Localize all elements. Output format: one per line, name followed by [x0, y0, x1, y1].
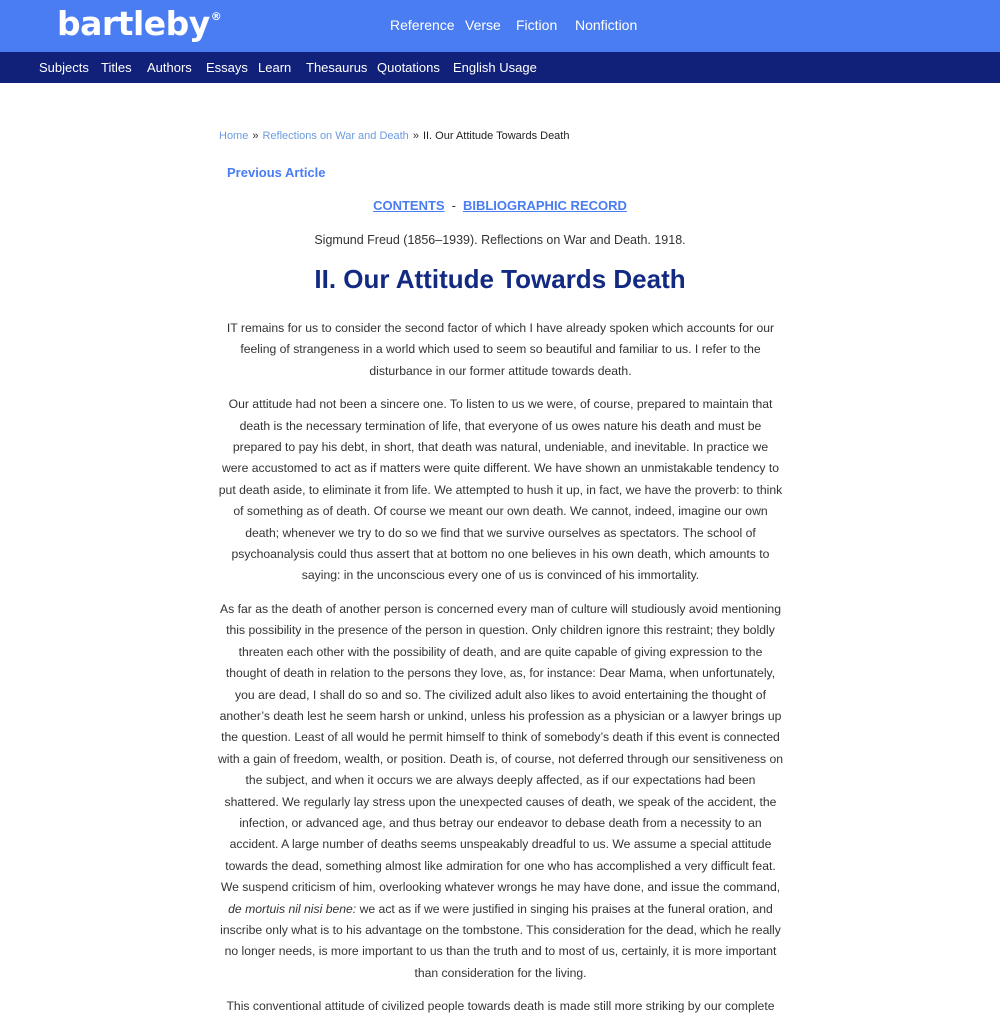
topnav-nonfiction[interactable]: Nonfiction	[575, 17, 638, 33]
sub-nav	[0, 52, 1000, 83]
subnav-english-usage[interactable]: English Usage	[453, 60, 537, 75]
topnav-fiction[interactable]: Fiction	[516, 17, 558, 33]
page-title: II. Our Attitude Towards Death	[314, 264, 686, 294]
subnav-titles[interactable]: Titles	[101, 60, 132, 75]
contents-link[interactable]: CONTENTS	[373, 198, 445, 213]
subnav-quotations[interactable]: Quotations	[377, 60, 440, 75]
article-body	[218, 318, 783, 1030]
paragraph-text: As far as the death of another person is concerned every man of culture will studiously avoid mentioning this possibility in the presence of the person in question. Only children ignore this restraint; they boldly threaten each other with the possibility of death, and are quite capable of giving expression to the thought of death in relation to the persons they love, as, for instance: Dear Mama, when unfortunately, you are dead, I shall do so and so. The civilized adult also likes to avoid entertaining the thought of another’s death lest he seem harsh or unkind, unless his profession as a physician or a lawyer brings up the question. Least of all would he permit himself to think of somebody’s death if this event is connected with a gain of freedom, wealth, or position. Death is, of course, not deferred through our sensitiveness on the subject, and when it occurs we are always deeply affected, as if our expectations had been shattered. We regularly lay stress upon the unexpected causes of death, we speak of the accident, the infection, or advanced age, and thus betray our endeavor to debase death from a necessity to an accident. A large number of deaths seems unspeakably dreadful to us. We assume a special attitude towards the dead, something almost like admiration for one who has accomplished a very difficult feat. We suspend criticism of him, overlooking whatever wrongs he may have done, and issue the command,	[218, 601, 784, 895]
breadcrumb-current: II. Our Attitude Towards Death	[422, 130, 570, 142]
subnav-essays[interactable]: Essays	[206, 60, 248, 75]
paragraph	[218, 599, 783, 984]
top-header	[0, 0, 1000, 52]
breadcrumb	[219, 130, 569, 142]
paragraph-text: we act as if we were justified in singing his praises at the funeral oration, and inscribe only what is to his advantage on the tombstone. This consideration for the dead, which he really no longer needs, is more important to us than the truth and to most of us, certainly, it is more important than consideration for the living.	[220, 901, 781, 980]
topnav-verse[interactable]: Verse	[465, 17, 501, 33]
toc-links	[0, 198, 1000, 213]
subnav-authors[interactable]: Authors	[147, 60, 192, 75]
bartleby-logo[interactable]	[57, 4, 221, 43]
latin-phrase: de mortuis nil nisi bene:	[228, 901, 357, 916]
bibliographic-record-link[interactable]: BIBLIOGRAPHIC RECORD	[462, 198, 627, 213]
paragraph: This conventional attitude of civilized people towards death is made still more striking by our complete	[226, 999, 775, 1014]
subnav-thesaurus[interactable]: Thesaurus	[306, 60, 368, 75]
breadcrumb-separator: »	[412, 130, 419, 142]
toc-dash: -	[451, 198, 456, 213]
breadcrumb-parent[interactable]: Reflections on War and Death	[262, 130, 409, 142]
registered-mark: ®	[210, 10, 222, 23]
breadcrumb-home[interactable]: Home	[219, 130, 249, 142]
paragraph: Our attitude had not been a sincere one. To listen to us we were, of course, prepared to maintain that death is the necessary termination of life, that everyone of us owes nature his death and must be prepared to pay his debt, in short, that death was natural, undeniable, and inevitable. In practice we were accustomed to act as if matters were quite different. We have shown an unmistakable tendency to put death aside, to eliminate it from life. We attempted to hush it up, in fact, we have the proverb: to think of something as of death. Of course we meant our own death. We cannot, indeed, imagine our own death; whenever we try to do so we find that we survive ourselves as spectators. The school of psychoanalysis could thus assert that at bottom no one believes in his own death, which amounts to saying: in the unconscious every one of us is convinced of his immortality.	[218, 397, 783, 583]
breadcrumb-separator: »	[252, 130, 259, 142]
paragraph: IT remains for us to consider the second factor of which I have already spoken which accounts for our feeling of strangeness in a world which used to seem so beautiful and familiar to us. I refer to the disturbance in our former attitude towards death.	[226, 321, 775, 378]
citation: Sigmund Freud (1856–1939). Reflections on War and Death. 1918.	[314, 233, 686, 247]
logo-text: bartleby	[57, 4, 210, 43]
topnav-reference[interactable]: Reference	[390, 17, 455, 33]
previous-article-link[interactable]: Previous Article	[227, 165, 326, 180]
subnav-subjects[interactable]: Subjects	[39, 60, 89, 75]
subnav-learn[interactable]: Learn	[258, 60, 292, 75]
